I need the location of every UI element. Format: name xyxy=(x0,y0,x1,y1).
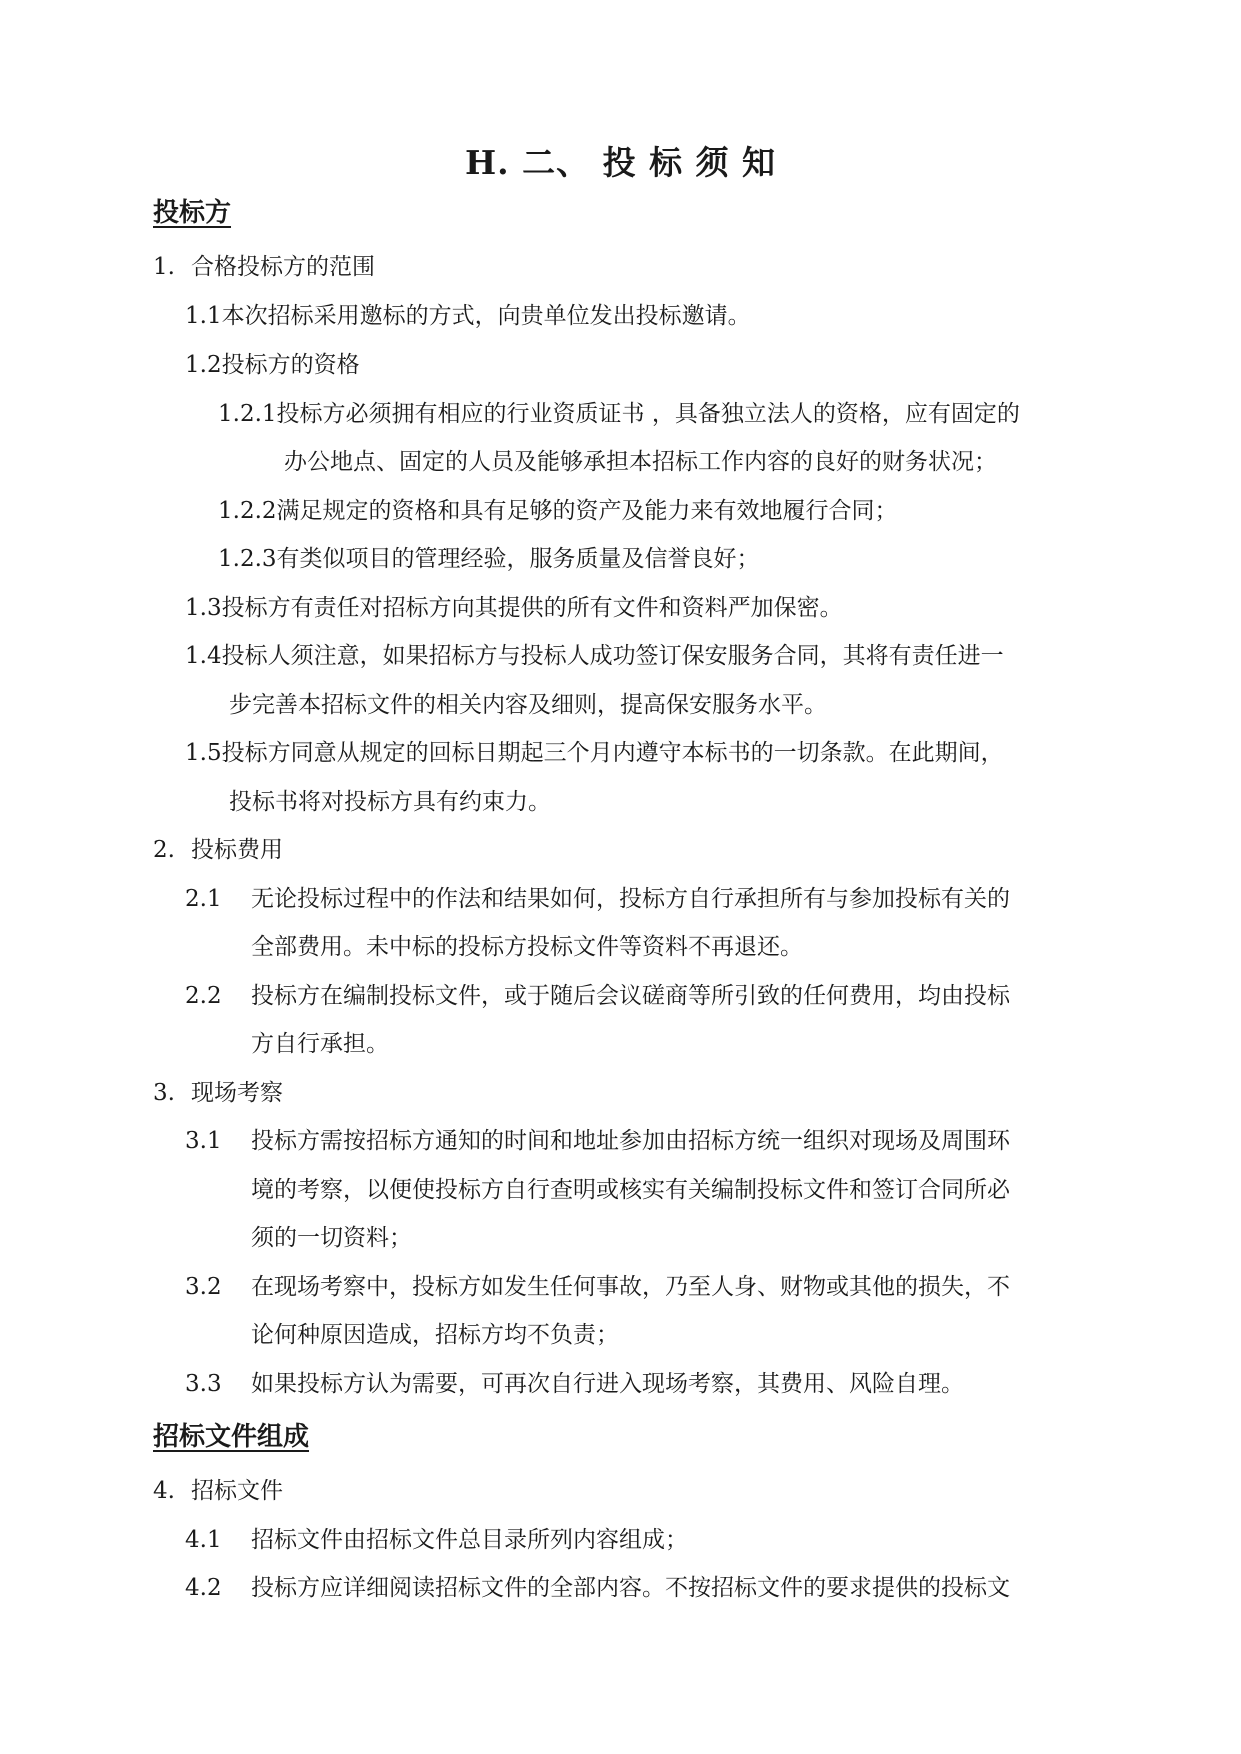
item-text: 满足规定的资格和具有足够的资产及能力来有效地履行合同； xyxy=(276,498,898,524)
item-text: 投标费用 xyxy=(191,837,283,863)
item-text: 投标人须注意，如果招标方与投标人成功签订保安服务合同，其将有责任进一 xyxy=(221,643,1004,669)
item-number: 3.2 xyxy=(185,1274,222,1300)
page-title: H. 二、 投 标 须 知 xyxy=(464,143,777,182)
item-number: 4.1 xyxy=(185,1527,222,1553)
item-number: 1.5 xyxy=(185,740,222,766)
item-number: 1.2.1 xyxy=(218,401,277,427)
item-text: 投标方有责任对招标方向其提供的所有文件和资料严加保密。 xyxy=(221,595,843,621)
list-item xyxy=(185,593,843,623)
item-number: 3. xyxy=(153,1080,175,1106)
item-text: 投标方需按招标方通知的时间和地址参加由招标方统一组织对现场及周围环 xyxy=(251,1128,1010,1154)
list-item xyxy=(185,350,360,380)
item-text: 投标方必须拥有相应的行业资质证书 ，具备独立法人的资格，应有固定的 xyxy=(276,401,1020,427)
item-text: 有类似项目的管理经验，服务质量及信誉良好； xyxy=(276,546,760,572)
item-text: 现场考察 xyxy=(191,1080,283,1106)
list-item xyxy=(218,399,1020,429)
item-text: 本次招标采用邀标的方式，向贵单位发出投标邀请。 xyxy=(221,303,751,329)
list-item xyxy=(185,1272,1010,1302)
list-item xyxy=(153,835,283,865)
list-item-continuation: 步完善本招标文件的相关内容及细则，提高保安服务水平。 xyxy=(229,692,827,718)
list-item xyxy=(185,981,1010,1011)
item-number: 3.1 xyxy=(185,1128,222,1154)
item-number: 4.2 xyxy=(185,1575,222,1601)
item-text: 投标方的资格 xyxy=(221,352,360,378)
section-heading-documents: 招标文件组成 xyxy=(153,1422,310,1452)
list-item xyxy=(185,1369,964,1399)
list-item xyxy=(153,1078,283,1108)
list-item-continuation: 全部费用。未中标的投标方投标文件等资料不再退还。 xyxy=(251,934,803,960)
list-item xyxy=(185,738,1004,768)
list-item-continuation: 须的一切资料； xyxy=(251,1225,412,1251)
item-text: 在现场考察中，投标方如发生任何事故，乃至人身、财物或其他的损失，不 xyxy=(251,1274,1010,1300)
list-item-continuation: 办公地点、固定的人员及能够承担本招标工作内容的良好的财务状况； xyxy=(284,449,997,475)
list-item xyxy=(153,1476,283,1506)
list-item xyxy=(185,301,751,331)
item-number: 1.4 xyxy=(185,643,222,669)
item-number: 1. xyxy=(153,254,175,280)
item-text: 投标方同意从规定的回标日期起三个月内遵守本标书的一切条款。在此期间， xyxy=(221,740,1004,766)
list-item xyxy=(185,1573,1010,1603)
item-number: 3.3 xyxy=(185,1371,222,1397)
list-item xyxy=(185,884,1010,914)
section-heading-bidder: 投标方 xyxy=(153,198,232,228)
item-number: 1.3 xyxy=(185,595,222,621)
list-item-continuation: 方自行承担。 xyxy=(251,1031,389,1057)
list-item xyxy=(218,496,898,526)
item-number: 4. xyxy=(153,1478,175,1504)
list-item xyxy=(185,1126,1010,1156)
list-item xyxy=(185,641,1004,671)
item-text: 投标方在编制投标文件，或于随后会议磋商等所引致的任何费用，均由投标 xyxy=(251,983,1010,1009)
list-item-continuation: 论何种原因造成，招标方均不负责； xyxy=(251,1322,619,1348)
item-number: 2.2 xyxy=(185,983,222,1009)
list-item xyxy=(218,544,760,574)
item-text: 合格投标方的范围 xyxy=(191,254,375,280)
list-item-continuation: 投标书将对投标方具有约束力。 xyxy=(229,789,551,815)
list-item-continuation: 境的考察，以便使投标方自行查明或核实有关编制投标文件和签订合同所必 xyxy=(251,1177,1010,1203)
list-item xyxy=(185,1525,688,1555)
item-number: 1.1 xyxy=(185,303,222,329)
item-number: 2.1 xyxy=(185,886,222,912)
item-number: 1.2.2 xyxy=(218,498,277,524)
item-number: 1.2.3 xyxy=(218,546,277,572)
item-number: 2. xyxy=(153,837,175,863)
item-text: 投标方应详细阅读招标文件的全部内容。不按招标文件的要求提供的投标文 xyxy=(251,1575,1010,1601)
item-text: 招标文件由招标文件总目录所列内容组成； xyxy=(251,1527,688,1553)
item-text: 如果投标方认为需要，可再次自行进入现场考察，其费用、风险自理。 xyxy=(251,1371,964,1397)
item-text: 招标文件 xyxy=(191,1478,283,1504)
item-text: 无论投标过程中的作法和结果如何，投标方自行承担所有与参加投标有关的 xyxy=(251,886,1010,912)
item-number: 1.2 xyxy=(185,352,222,378)
list-item xyxy=(153,252,375,282)
